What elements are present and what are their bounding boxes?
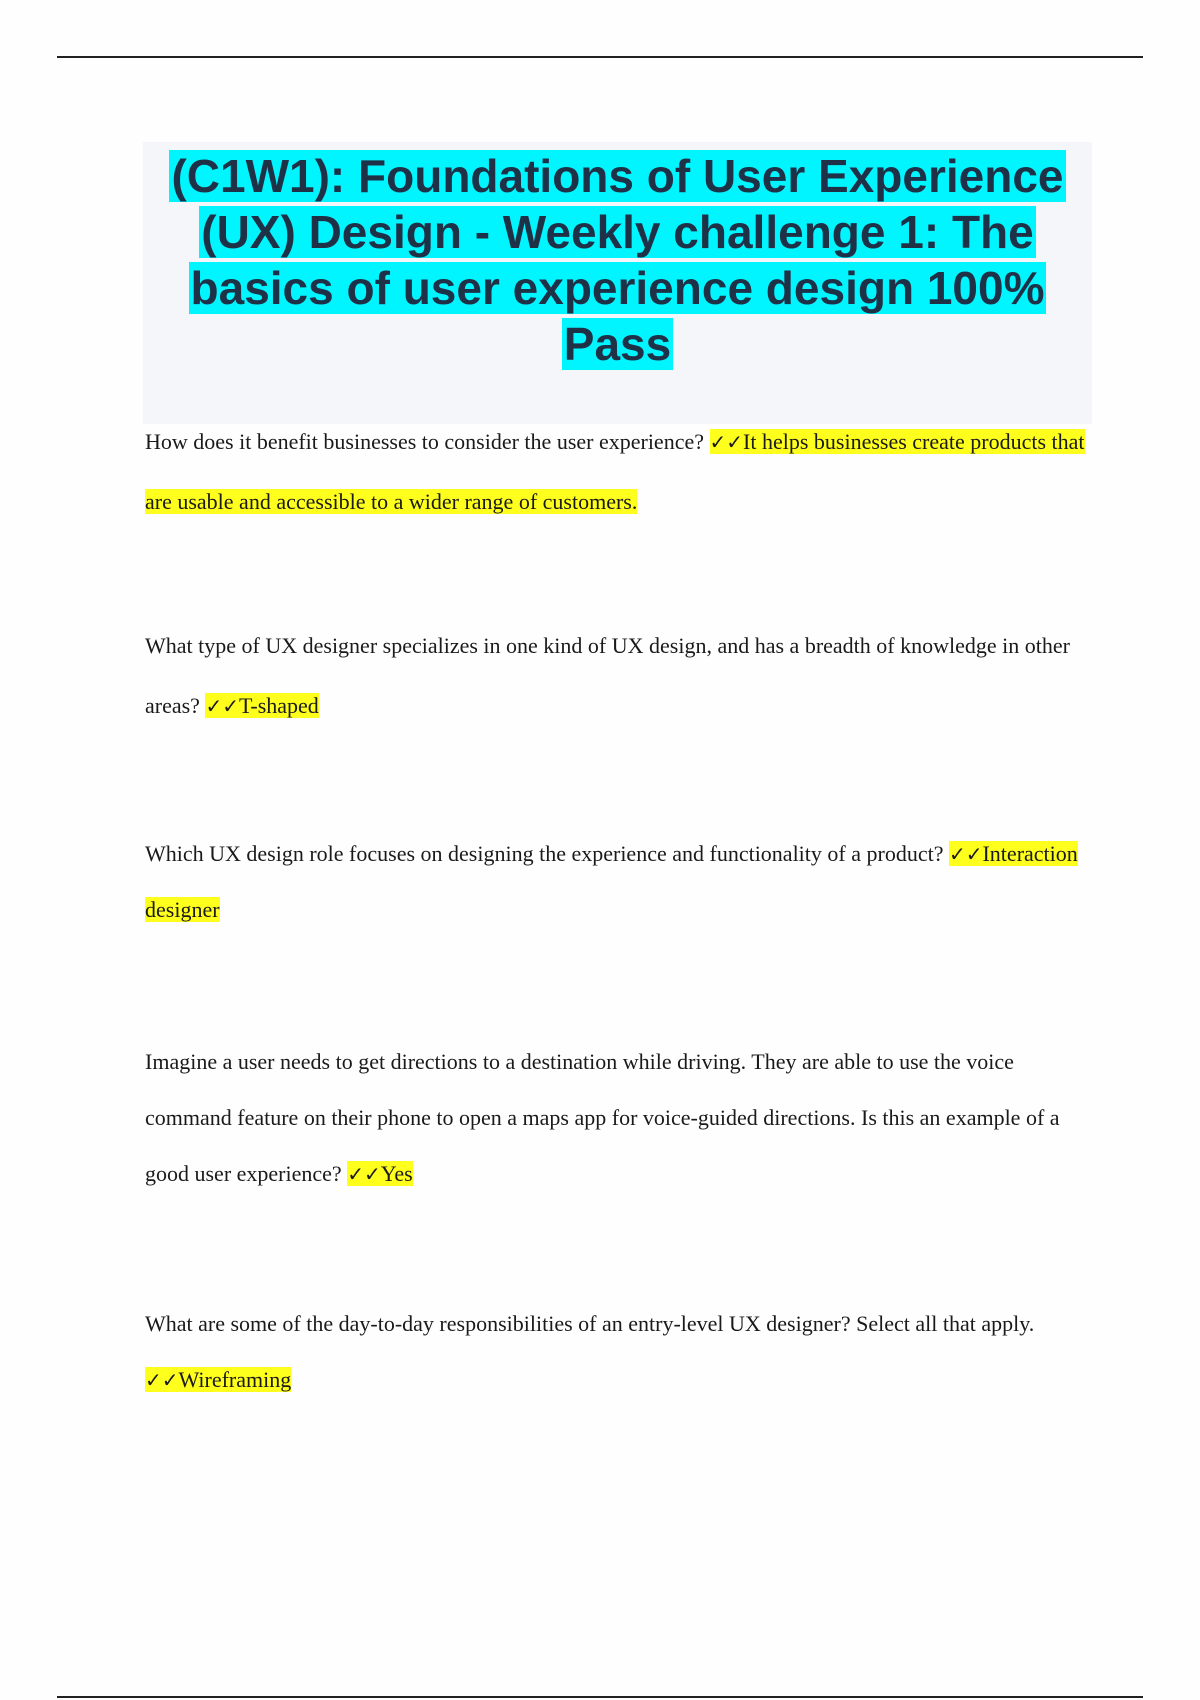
answer-text: Yes <box>380 1161 413 1186</box>
title-block <box>143 142 1092 424</box>
qa-item <box>145 616 1085 736</box>
check-icon: ✓✓ <box>205 694 239 718</box>
answer-text: Interaction designer <box>145 841 1078 922</box>
answer-highlight <box>145 1367 291 1392</box>
title-highlight: (C1W1): Foundations of User Experience (UX) Design - Weekly challenge 1: The basics of user experience design 100% Pass <box>171 150 1064 370</box>
check-icon: ✓✓ <box>709 430 744 454</box>
question-text: How does it benefit businesses to consider the user experience? <box>145 429 704 454</box>
qa-item <box>145 1034 1085 1202</box>
answer-text: It helps businesses create products that are usable and accessible to a wider range of customers. <box>145 429 1085 514</box>
question-text: Imagine a user needs to get directions to a destination while driving. They are able to use the voice command feature on their phone to open a maps app for voice-guided directions. Is this an example of a good user experience? <box>145 1049 1060 1186</box>
bottom-rule <box>57 1696 1143 1698</box>
check-icon: ✓✓ <box>347 1162 381 1186</box>
top-rule <box>57 56 1143 58</box>
qa-item <box>145 412 1085 532</box>
question-text: Which UX design role focuses on designing the experience and functionality of a product? <box>145 841 944 866</box>
question-text: What type of UX designer specializes in one kind of UX design, and has a breadth of knowledge in other areas? <box>145 633 1070 718</box>
qa-item <box>145 1296 1085 1408</box>
answer-highlight <box>347 1161 413 1186</box>
document-title <box>143 142 1092 372</box>
qa-item <box>145 826 1085 938</box>
answer-highlight <box>205 693 318 718</box>
check-icon: ✓✓ <box>145 1368 179 1392</box>
answer-text: T-shaped <box>238 693 319 718</box>
check-icon: ✓✓ <box>948 842 983 866</box>
answer-text: Wireframing <box>178 1367 292 1392</box>
question-text: What are some of the day-to-day responsibilities of an entry-level UX designer? Select all that apply. <box>145 1311 1035 1336</box>
